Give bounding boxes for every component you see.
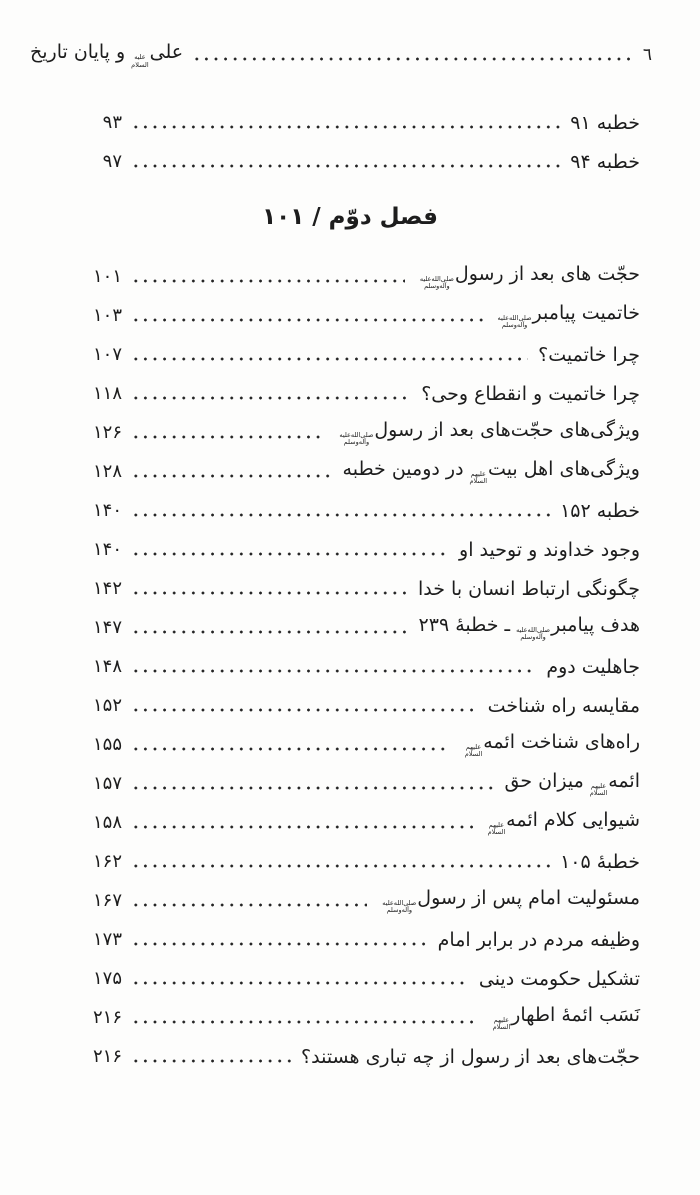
toc-entry <box>76 452 640 491</box>
toc-entry-title: ویژگی‌های اهل بیت علیهم السلام در دومین خطبه <box>342 457 640 485</box>
toc-entry-title: وجود خداوند و توحید او <box>459 538 640 561</box>
dotted-leader <box>131 725 450 764</box>
toc-entry <box>76 296 640 335</box>
dotted-leader <box>131 530 449 569</box>
toc-entry <box>76 725 640 764</box>
toc-entry-page-number: ۱۴۲ <box>92 578 122 599</box>
dotted-leader <box>131 881 367 920</box>
toc-entry <box>76 998 640 1037</box>
toc-entry <box>76 530 640 569</box>
dotted-leader <box>131 452 333 491</box>
honorific-alayhimus-salam-icon: علیهم السلام <box>487 820 506 836</box>
toc-entry <box>76 103 640 142</box>
running-title-text-2: و پایان تاریخ <box>30 41 126 64</box>
toc-entry <box>76 842 640 881</box>
toc-entry-page-number: ۱۴۰ <box>92 500 122 521</box>
toc-entry-page-number: ۱۴۰ <box>92 539 122 560</box>
dotted-leader <box>131 803 473 842</box>
dotted-leader <box>192 36 633 74</box>
dotted-leader <box>131 335 528 374</box>
running-title <box>30 41 183 69</box>
toc-entry-page-number: ۱۶۷ <box>92 890 122 911</box>
honorific-sallallahu-alayhi-wa-alihi-icon: صلی‌الله‌علیه وآله‌وسلم <box>382 898 417 914</box>
toc-entry <box>76 374 640 413</box>
toc-entry-title: چرا خاتمیت و انقطاع وحی؟ <box>421 382 640 405</box>
toc-entry-page-number: ۱۰۷ <box>92 344 122 365</box>
toc-entry <box>76 647 640 686</box>
toc-entry-title: خطبهٔ ۱۰۵ <box>560 850 640 873</box>
dotted-leader <box>131 296 483 335</box>
toc-entry-page-number: ۱۱۸ <box>92 383 122 404</box>
chapter-heading: فصل دوّم / ۱۰۱ <box>262 204 438 230</box>
dotted-leader <box>131 959 469 998</box>
dotted-leader <box>131 764 494 803</box>
toc-entry-page-number: ۱۵۷ <box>92 773 122 794</box>
dotted-leader <box>131 920 428 959</box>
toc-entry-title: وظیفه مردم در برابر امام <box>437 928 640 951</box>
toc-entry-title: ائمه علیهم السلام میزان حق <box>504 769 640 797</box>
toc-entry-page-number: ۱۲۶ <box>92 422 122 443</box>
toc-entry <box>76 686 640 725</box>
honorific-alayhimus-salam-icon: علیهم السلام <box>589 781 608 797</box>
toc-entry <box>76 920 640 959</box>
honorific-sallallahu-alayhi-wa-alihi-icon: صلی‌الله‌علیه وآله‌وسلم <box>497 313 532 329</box>
toc-entry-title: نَسَب ائمهٔ اطهار علیهم السلام <box>492 1003 640 1031</box>
toc-entry-page-number: ۲۱۶ <box>92 1007 122 1028</box>
toc-entry-title: چرا خاتمیت؟ <box>538 343 640 366</box>
folio-page-number: ٦ <box>642 45 652 65</box>
toc-entry-page-number: ۱۴۸ <box>92 656 122 677</box>
toc-entry-page-number: ۱۰۳ <box>92 305 122 326</box>
toc-entry-page-number: ۱۵۵ <box>92 734 122 755</box>
honorific-alayhimus-salam-icon: علیهم السلام <box>464 742 483 758</box>
honorific-sallallahu-alayhi-wa-alihi-icon: صلی‌الله‌علیه وآله‌وسلم <box>339 430 374 446</box>
running-title-text: علی <box>149 41 184 64</box>
honorific-alayhimus-salam-icon: علیهم السلام <box>469 469 488 485</box>
toc-entry-page-number: ۱۷۵ <box>92 968 122 989</box>
toc-entry-page-number: ۱۵۲ <box>92 695 122 716</box>
toc-entry-title: چگونگی ارتباط انسان با خدا <box>418 577 640 600</box>
dotted-leader <box>131 413 324 452</box>
toc-entry-page-number: ۱۰۱ <box>92 266 122 287</box>
toc-entry <box>76 608 640 647</box>
toc-entry <box>76 569 640 608</box>
toc-entry-title: خطبه ۱۵۲ <box>560 499 640 522</box>
dotted-leader <box>131 842 550 881</box>
honorific-alayhimus-salam-icon: علیهم السلام <box>492 1015 511 1031</box>
toc-entry <box>76 764 640 803</box>
dotted-leader <box>131 1037 291 1076</box>
toc-entry-title: هدف پیامبر صلی‌الله‌علیه وآله‌وسلم ـ خطبهٔ ۲۳۹ <box>418 613 640 641</box>
dotted-leader <box>131 686 478 725</box>
toc-entry-title: جاهلیت دوم <box>546 655 640 678</box>
toc-entry-page-number: ۱۵۸ <box>92 812 122 833</box>
toc-entry-title: مقایسه راه شناخت <box>487 694 640 717</box>
honorific-sallallahu-alayhi-wa-alihi-icon: صلی‌الله‌علیه وآله‌وسلم <box>516 625 551 641</box>
toc-entry <box>76 803 640 842</box>
dotted-leader <box>131 608 409 647</box>
dotted-leader <box>131 491 550 530</box>
toc-entry-title: راه‌های شناخت ائمه علیهم السلام <box>464 730 640 758</box>
toc-entry-title: تشکیل حکومت دینی <box>478 967 640 990</box>
toc-entry-page-number: ۹۳ <box>102 112 122 133</box>
toc-entry-page-number: ۲۱۶ <box>92 1046 122 1067</box>
toc-entry <box>76 142 640 181</box>
toc-entry-title: حجّت‌های بعد از رسول از چه تباری هستند؟ <box>301 1045 640 1068</box>
toc-entry-page-number: ۱۲۸ <box>92 461 122 482</box>
toc-entry <box>76 257 640 296</box>
dotted-leader <box>131 569 408 608</box>
toc-entry <box>76 881 640 920</box>
toc-entry-title: خاتمیت پیامبر صلی‌الله‌علیه وآله‌وسلم <box>497 301 640 329</box>
toc-entry-title: حجّت های بعد از رسول صلی‌الله‌علیه وآله‌وسلم <box>419 262 640 290</box>
toc-list-main <box>76 257 640 1076</box>
dotted-leader <box>131 103 560 142</box>
toc-entry-title: شیوایی کلام ائمه علیهم السلام <box>487 808 640 836</box>
dotted-leader <box>131 257 405 296</box>
dotted-leader <box>131 647 536 686</box>
toc-entry-page-number: ۱۴۷ <box>92 617 122 638</box>
toc-entry <box>76 1037 640 1076</box>
toc-list-top <box>76 103 640 181</box>
toc-entry-title: ویژگی‌های حجّت‌های بعد از رسول صلی‌الله‌علیه وآله‌وسلم <box>339 418 640 446</box>
toc-entry-title: خطبه ۹۱ <box>570 111 640 134</box>
toc-entry <box>76 335 640 374</box>
toc-entry-page-number: ۹۷ <box>102 151 122 172</box>
honorific-sallallahu-alayhi-wa-alihi-icon: صلی‌الله‌علیه وآله‌وسلم <box>419 274 454 290</box>
dotted-leader <box>131 374 411 413</box>
toc-entry-page-number: ۱۷۳ <box>92 929 122 950</box>
toc-entry <box>76 491 640 530</box>
book-toc-page <box>0 36 700 1195</box>
honorific-alayhis-salam-icon: علیه السلام <box>131 53 149 69</box>
dotted-leader <box>131 998 478 1037</box>
page-header <box>30 36 652 74</box>
toc-entry <box>76 959 640 998</box>
toc-entry <box>76 413 640 452</box>
toc-entry-page-number: ۱۶۲ <box>92 851 122 872</box>
dotted-leader <box>131 142 560 181</box>
toc-entry-title: مسئولیت امام پس از رسول صلی‌الله‌علیه وآله‌وسلم <box>382 886 640 914</box>
toc-entry-title: خطبه ۹۴ <box>570 150 640 173</box>
